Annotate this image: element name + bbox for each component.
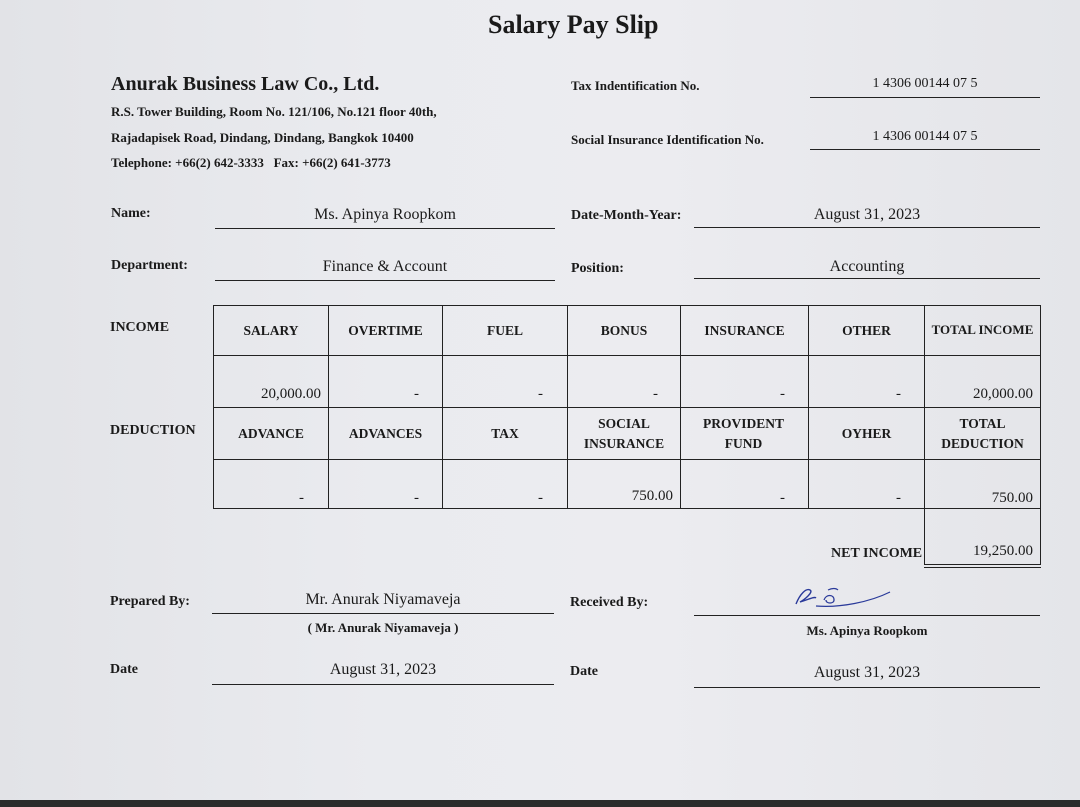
date-value-left: August 31, 2023	[329, 661, 437, 678]
income-header-insurance: INSURANCE	[704, 322, 785, 338]
income-value-total: 20,000.00	[973, 386, 1033, 402]
deduction-header-total: TOTAL DEDUCTION	[941, 415, 1024, 451]
page-title: Salary Pay Slip	[488, 10, 659, 39]
company-contact: Telephone: +66(2) 642-3333 Fax: +66(2) 641-3773	[111, 155, 391, 170]
income-value-fuel: -	[538, 386, 543, 402]
deduction-header-social-insurance: SOCIAL INSURANCE	[583, 415, 665, 451]
department-underline	[215, 280, 555, 281]
income-value-salary: 20,000.00	[261, 386, 321, 402]
company-address-line1: R.S. Tower Building, Room No. 121/106, No.121 floor 40th,	[111, 104, 437, 119]
deduction-header-tax: TAX	[491, 425, 519, 441]
position-label: Position:	[571, 261, 624, 276]
position-underline	[694, 278, 1040, 279]
income-header-bonus: BONUS	[600, 322, 648, 338]
income-header-overtime: OVERTIME	[348, 322, 423, 338]
deduction-value-other: -	[896, 490, 901, 506]
social-id-value: 1 4306 00144 07 5	[872, 129, 978, 144]
income-header-salary: SALARY	[243, 322, 299, 338]
deduction-value-social-insurance: 750.00	[631, 488, 673, 504]
date-right-underline	[694, 687, 1040, 688]
income-header-fuel: FUEL	[486, 322, 523, 338]
income-row-label: INCOME	[110, 320, 170, 335]
date-underline	[694, 227, 1040, 228]
tax-id-value: 1 4306 00144 07 5	[872, 76, 978, 91]
date-label: Date-Month-Year:	[571, 208, 682, 223]
social-id-label: Social Insurance Identification No.	[571, 132, 764, 147]
prepared-by-label: Prepared By:	[110, 594, 190, 609]
deduction-value-advance: -	[299, 490, 304, 506]
company-address-line2: Rajadapisek Road, Dindang, Dindang, Bangkok 10400	[111, 130, 414, 145]
deduction-header-advances: ADVANCES	[348, 425, 423, 441]
income-value-overtime: -	[414, 386, 419, 402]
received-by-label: Received By:	[570, 595, 649, 610]
income-value-insurance: -	[780, 386, 785, 402]
deduction-value-provident-fund: -	[780, 490, 785, 506]
income-header-total: TOTAL INCOME	[931, 322, 1034, 338]
social-id-underline	[810, 149, 1040, 150]
deduction-value-advances: -	[414, 490, 419, 506]
date-value-right: August 31, 2023	[813, 664, 921, 681]
date-left-underline	[212, 684, 554, 685]
received-by-printed-name: Ms. Apinya Roopkom	[806, 623, 928, 638]
deduction-row-label: DEDUCTION	[110, 423, 196, 438]
deduction-header-advance: ADVANCE	[238, 425, 304, 441]
company-name: Anurak Business Law Co., Ltd.	[111, 73, 380, 95]
tax-id-label: Tax Indentification No.	[571, 78, 700, 93]
employee-name: Ms. Apinya Roopkom	[314, 206, 456, 223]
name-label: Name:	[111, 206, 151, 221]
prepared-by-name: Mr. Anurak Niyamaveja	[305, 591, 461, 608]
date-label-right: Date	[570, 664, 598, 679]
net-income-label: NET INCOME	[831, 546, 923, 561]
deduction-header-other: OYHER	[841, 425, 892, 441]
income-value-other: -	[896, 386, 901, 402]
prepared-by-underline	[212, 613, 554, 614]
deduction-header-provident-fund: PROVIDENT FUND	[702, 415, 784, 451]
net-income-value: 19,250.00	[973, 543, 1033, 559]
name-underline	[215, 228, 555, 229]
department-label: Department:	[111, 258, 188, 273]
received-by-underline	[694, 615, 1040, 616]
position-value: Accounting	[829, 258, 905, 275]
tax-id-underline	[810, 97, 1040, 98]
signature-mark	[790, 582, 900, 612]
department-value: Finance & Account	[322, 258, 448, 275]
deduction-value-total: 750.00	[991, 490, 1033, 506]
date-label-left: Date	[110, 662, 138, 677]
income-value-bonus: -	[653, 386, 658, 402]
prepared-by-printed-name: ( Mr. Anurak Niyamaveja )	[307, 620, 459, 635]
income-header-other: OTHER	[842, 322, 891, 338]
slip-date: August 31, 2023	[813, 206, 921, 223]
deduction-value-tax: -	[538, 490, 543, 506]
